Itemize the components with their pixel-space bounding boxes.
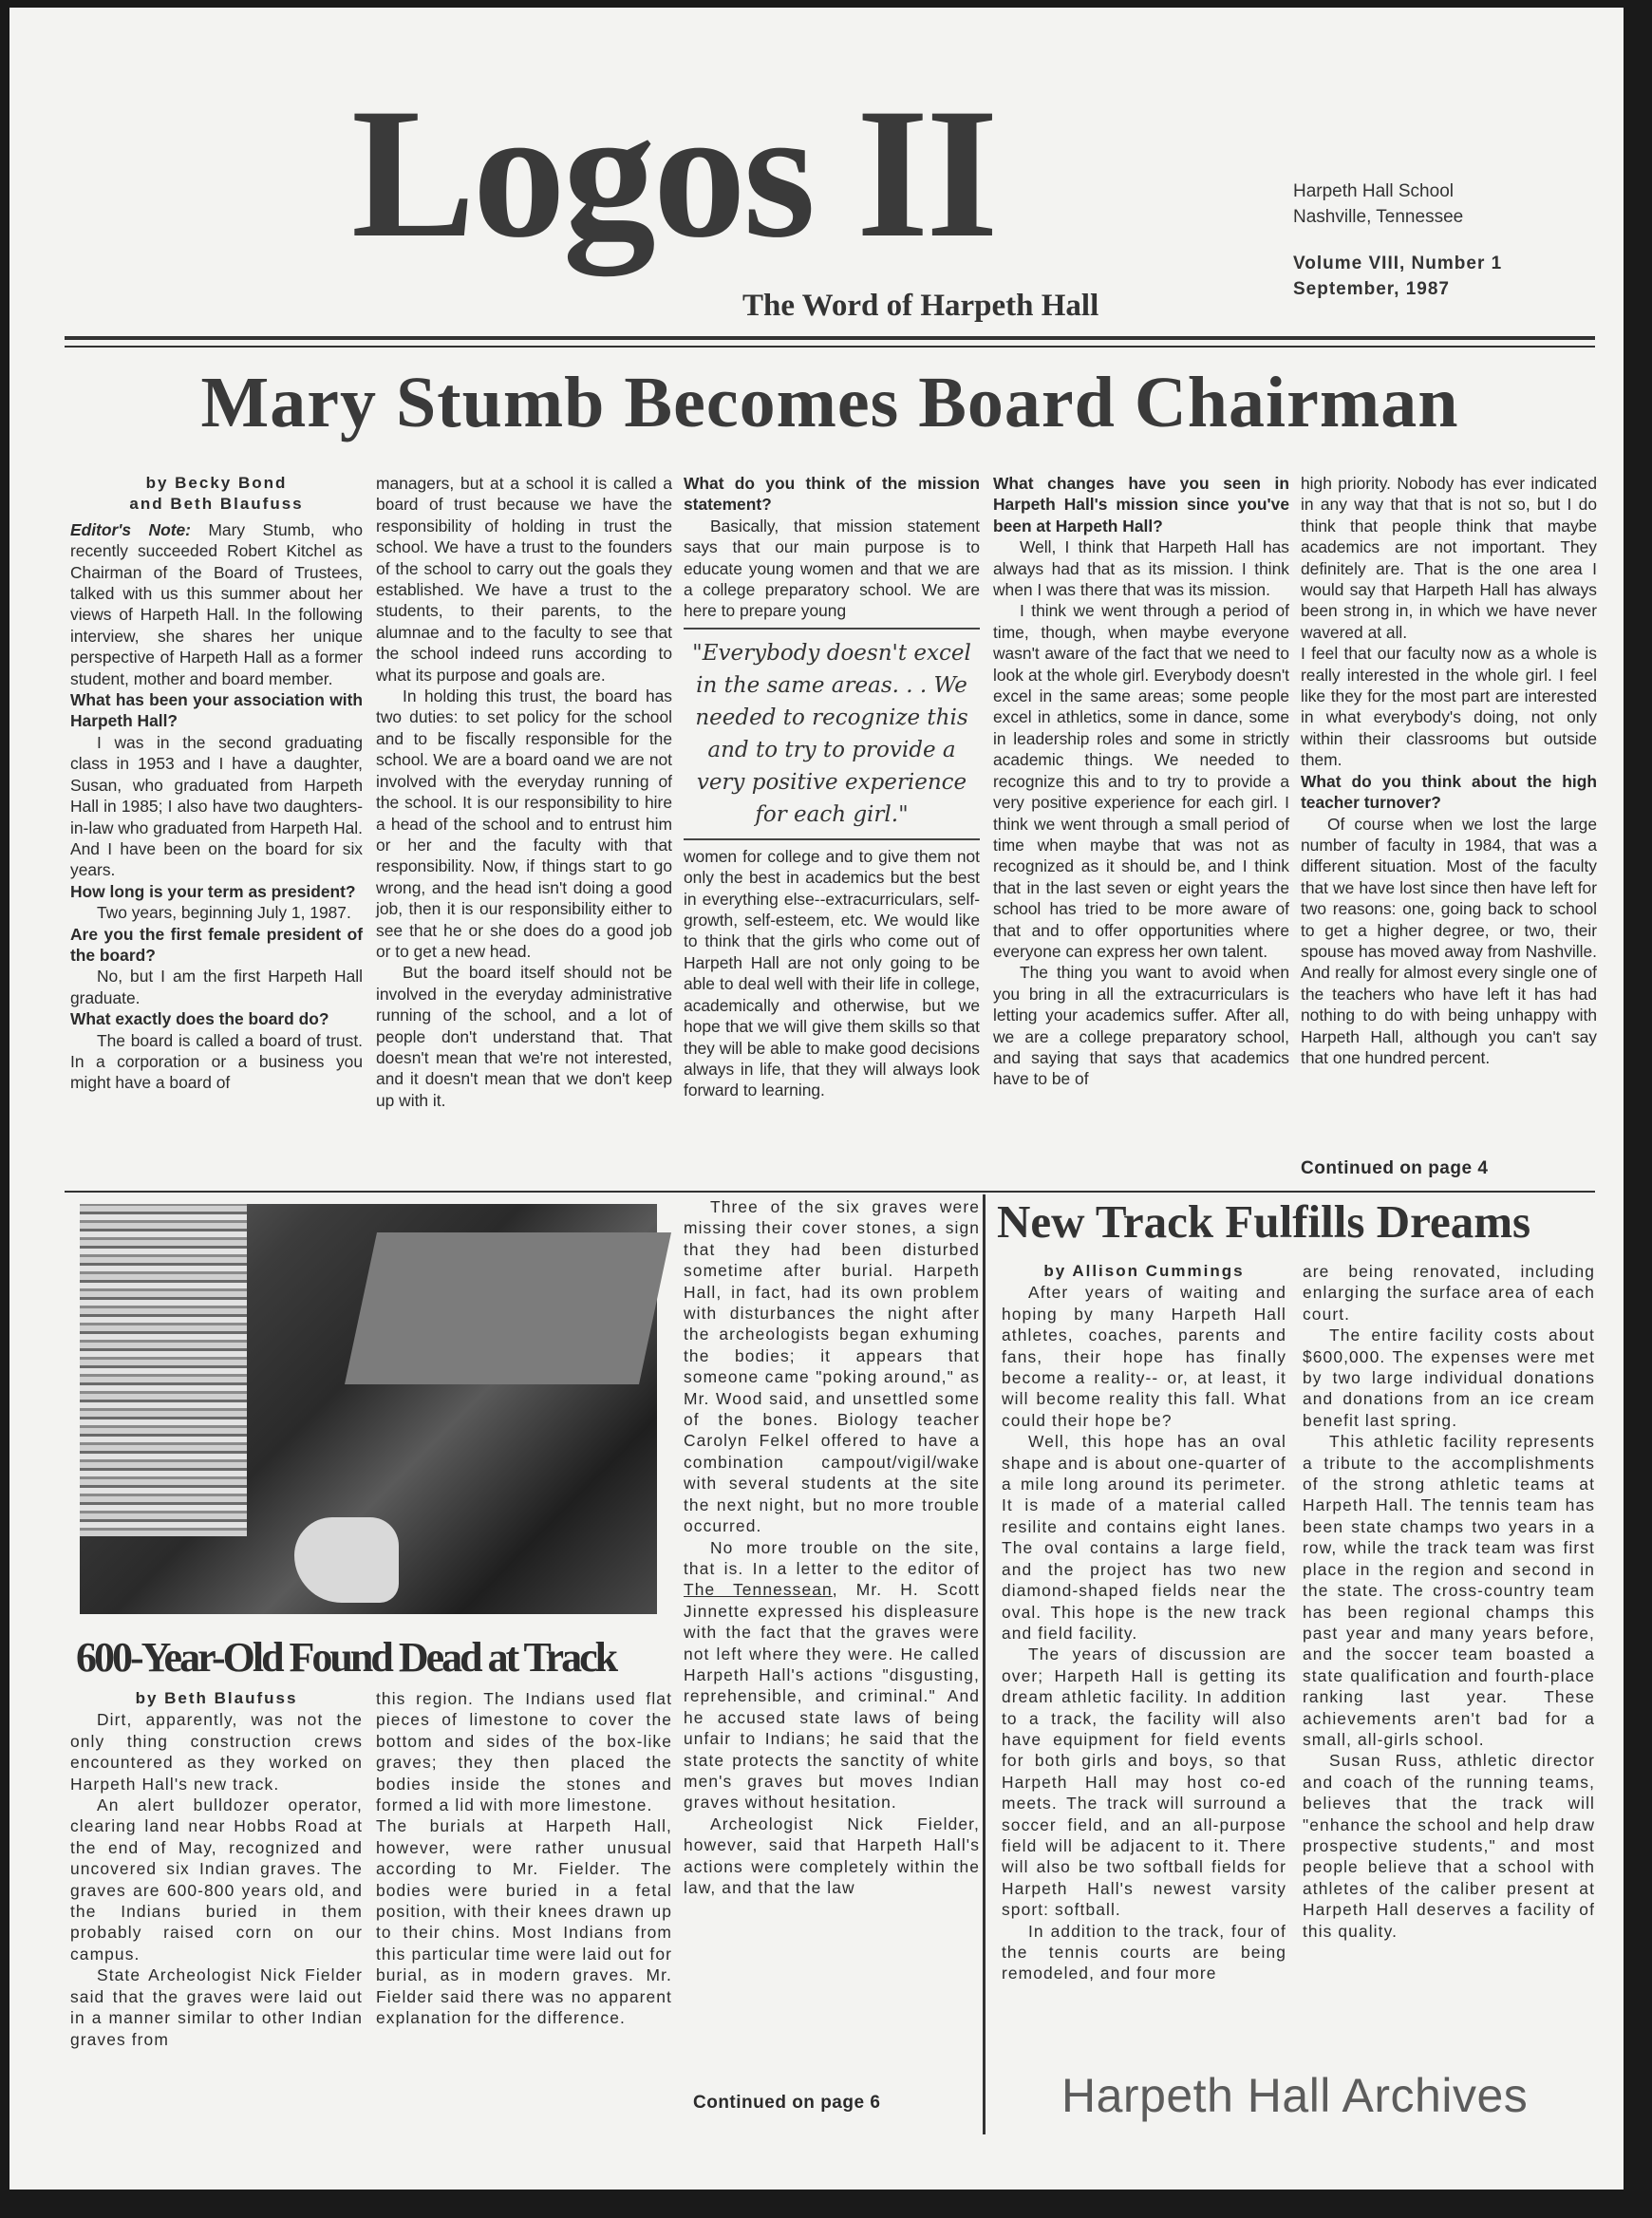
interview-answer: Basically, that mission statement says that our main purpose is to educate young women and that we are a college preparatory school. We are here to prepare young <box>684 516 980 621</box>
article-paragraph: The years of discussion are over; Harpeth Hall is getting its dream athletic facility. In addition to a track, the facility will also have equipment for field events for both girls and boys, so that Harpeth Hall may host co-ed meets. The track will surround a soccer field, and an all-purpose field will be adjacent to it. There will also be two softball fields for Harpeth Hall's newest varsity sport: softball. <box>1002 1645 1286 1920</box>
masthead-title: Logos II <box>351 70 996 276</box>
issue-info <box>1293 251 1502 302</box>
interview-question: What has been your association with Harpeth Hall? <box>70 690 363 731</box>
editors-note-label: Editor's Note: <box>70 519 191 539</box>
article-paragraph: this region. The Indians used flat pieces of limestone to cover the bottom and sides of the box-like graves; they then placed the bodies inside the stones and formed a lid with more limestone. <box>376 1689 672 1815</box>
article-paragraph: The entire facility costs about $600,000. The expenses were met by two large individual donations and donations from an ice cream benefit last spring. <box>1303 1325 1595 1430</box>
byline: by Becky Bond <box>145 474 288 492</box>
article-paragraph: high priority. Nobody has ever indicated in any way that that is not so, but I do think that people think that maybe academics are not important. They definitely are. That is the one area I would say that Harpeth Hall has always been strong in, in which we have never wavered at all. <box>1301 474 1597 642</box>
lead-column-1 <box>70 473 363 1094</box>
article-paragraph: are being renovated, including enlarging the surface area of each court. <box>1303 1262 1595 1324</box>
photo-rock-detail <box>345 1232 671 1384</box>
newspaper-page <box>9 8 1624 2190</box>
lead-column-3 <box>684 473 980 1101</box>
school-city: Nashville, Tennessee <box>1293 207 1464 227</box>
graves-column-1 <box>70 1688 363 2050</box>
lead-column-2 <box>376 473 672 1111</box>
school-info <box>1293 179 1463 230</box>
editors-note <box>70 519 363 689</box>
section-divider <box>65 1191 1595 1193</box>
interview-question: What do you think about the high teacher turnover? <box>1301 771 1597 813</box>
photo-sleeve-detail <box>80 1204 247 1536</box>
interview-answer: I was in the second graduating class in 1953 and I have a daughter, Susan, who graduated from Harpeth Hall in 1985; I also have two daughters-in-law who graduated from Harpeth Hal. And I have been on the board for six years. <box>70 732 363 880</box>
continued-notice: Continued on page 6 <box>693 2093 881 2113</box>
article-paragraph: The burials at Harpeth Hall, however, were rather unusual according to Mr. Fielder. The bodies were buried in a fetal position, with their knees drawn up to their chins. Most Indians from this particular time were laid out for burial, as in modern graves. Mr. Fielder said there was no apparent explanation for the difference. <box>376 1816 672 2028</box>
continued-notice: Continued on page 4 <box>1301 1158 1489 1178</box>
school-name: Harpeth Hall School <box>1293 181 1454 201</box>
interview-answer: Well, I think that Harpeth Hall has always had that as its mission. I think when I was there that was its mission. <box>993 537 1289 600</box>
article-paragraph: In addition to the track, four of the tennis courts are being remodeled, and four more <box>1002 1921 1286 1983</box>
interview-question: What changes have you seen in Harpeth Hall's mission since you've been at Harpeth Hall? <box>993 474 1289 536</box>
article-paragraph: managers, but at a school it is called a board of trust because we have the responsibility of holding in trust the school. We have a trust to the founders of the school to carry out the goals they established. We have a trust to the students, to their parents, to the alumnae and to the faculty to see that the school indeed runs according to what its purpose and goals are. <box>376 474 672 685</box>
article-paragraph: In holding this trust, the board has two duties: to set policy for the school and to be fiscally responsible for the school. We are a board oand we are not involved with the everyday running of the school. It is our responsibility to hire a head of the school and to entrust him or her and the faculty with that responsibility. Now, if things start to go wrong, and the head isn't doing a good job, then it is our responsibility either to see that he or she does do a good job or to get a new head. <box>376 686 672 961</box>
column-divider <box>983 1194 986 2134</box>
lead-headline: Mary Stumb Becomes Board Chairman <box>200 363 1459 442</box>
article-paragraph: This athletic facility represents a tribute to the accomplishments of the strong athletic teams at Harpeth Hall. The tennis team has been state champs two years in a row, while the track team was first place in the region and second in the state. The cross-country team has been regional champs this past year and many years before, and the soccer team boasted a state qualification and fourth-place ranking last year. These achievements aren't bad for a small, all-girls school. <box>1303 1432 1595 1749</box>
article-paragraph: But the board itself should not be involved in the everyday administrative running of the school, and a lot of people don't understand that. That doesn't mean that we're not interested, and it doesn't mean that we don't keep up with it. <box>376 963 672 1110</box>
graves-headline: 600-Year-Old Found Dead at Track <box>76 1634 616 1681</box>
volume-number: Volume VIII, Number 1 <box>1293 254 1503 273</box>
newspaper-name: The Tennessean <box>684 1580 833 1600</box>
issue-date: September, 1987 <box>1293 279 1450 299</box>
article-paragraph: I feel that our faculty now as a whole is really interested in the whole girl. I feel like they for the most part are interested in what everybody's doing, not only within their classrooms but outside them. <box>1301 644 1597 770</box>
article-paragraph: Dirt, apparently, was not the only thing construction crews encountered as they worked on Harpeth Hall's new track. <box>70 1710 363 1794</box>
interview-answer: The board is called a board of trust. In a corporation or a business you might have a board of <box>70 1030 363 1093</box>
interview-answer: Of course when we lost the large number of faculty in 1984, that was a different situation. Most of the faculty that we have lost since then have left for two reasons: one, going back to school to get a higher degree, or two, their spouse has moved away from Nashville. And really for almost every single one of the teachers who have left it has had nothing to do with being unhappy with Harpeth Hall, although you can't say that one hundred percent. <box>1301 814 1597 1067</box>
graves-column-2 <box>376 1688 672 2029</box>
article-paragraph: Susan Russ, athletic director and coach of the running teams, believes that the track will "enhance the school and help draw prospective students," and most people believe that a school with athletes of the caliber present at Harpeth Hall deserves a facility of this quality. <box>1303 1751 1595 1941</box>
byline: by Beth Blaufuss <box>135 1689 298 1707</box>
article-text: No more trouble on the site, that is. In a letter to the editor of <box>684 1537 980 1578</box>
track-column-2 <box>1303 1261 1595 1942</box>
article-paragraph <box>684 1537 980 1814</box>
article-paragraph: State Archeologist Nick Fielder said that the graves were laid out in a manner similar to other Indian graves from <box>70 1965 363 2049</box>
track-headline: New Track Fulfills Dreams <box>997 1195 1531 1248</box>
article-paragraph: After years of waiting and hoping by many Harpeth Hall athletes, coaches, parents and fans, their hope has finally become a reality-- or, at least, it will become reality this fall. What could their hope be? <box>1002 1283 1286 1430</box>
pull-quote: "Everybody doesn't excel in the same areas. . . We needed to recognize this and to try to provide a very positive experience for each girl." <box>684 628 980 840</box>
masthead-rule <box>65 336 1595 340</box>
article-paragraph: Archeologist Nick Fielder, however, said that Harpeth Hall's actions were completely within the law, and that the law <box>684 1814 980 1897</box>
article-paragraph: women for college and to give them not only the best in academics but the best in everything else--extracurriculars, self-growth, self-esteem, etc. We would like to think that the girls who come out of Harpeth Hall are not only going to be able to deal well with their life in college, academically and otherwise, but we hope that we will give them skills so that they will be able to make good decisions always in life, that they will always look forward to learning. <box>684 846 980 1100</box>
masthead-rule-thin <box>65 346 1595 348</box>
article-paragraph: Three of the six graves were missing their cover stones, a sign that they had been disturbed sometime after burial. Harpeth Hall, in fact, had its own problem with disturbances the night after the archeologists began exhuming the bodies; it appears that someone came "poking around," as Mr. Wood said, and unsettled some of the bones. Biology teacher Carolyn Felkel offered to have a combination campout/vigil/wake with several students at the site the next night, but no more trouble occurred. <box>684 1197 980 1536</box>
interview-answer: I think we went through a period of time, though, when maybe everyone wasn't aware of the fact that we need to look at the whole girl. Everybody doesn't excel in the same areas; some people excel in athletics, some in dance, some in leadership roles and some in strictly academic things. We needed to recognize this and to try to provide a very positive experience for each girl. I think we went through a small period of time when maybe that was not as recognized as it should be, and I think that in the last seven or eight years the school has tried to be more aware of that and to offer opportunities where everyone can express her own talent. <box>993 601 1289 961</box>
interview-question: What exactly does the board do? <box>70 1009 329 1029</box>
article-text: , Mr. H. Scott Jinnette expressed his displeasure with the fact that the graves were not left where they were. He called Harpeth Hall's actions "disgusting, reprehensible, and criminal." And he accused state laws of being unfair to Indians; he said that the state protects the sanctity of white men's graves but moves Indian graves without hesitation. <box>684 1580 980 1813</box>
interview-answer: No, but I am the first Harpeth Hall graduate. <box>70 967 363 1007</box>
article-paragraph: Well, this hope has an oval shape and is about one-quarter of a mile long around its perimeter. It is made of a material called resilite and contains eight lanes. The oval contains a large field, and the project has two new diamond-shaped fields near the oval. This hope is the new track and field facility. <box>1002 1432 1286 1643</box>
interview-question: How long is your term as president? <box>70 881 356 901</box>
interview-question: Are you the first female president of the board? <box>70 924 363 965</box>
article-paragraph: An alert bulldozer operator, clearing land near Hobbs Road at the end of May, recognized and uncovered six Indian graves. The graves are 600-800 years old, and the Indians buried in them probably raised corn on our campus. <box>70 1795 363 1964</box>
lead-column-4 <box>993 473 1289 1090</box>
track-column-1 <box>1002 1261 1286 1984</box>
interview-question: What do you think of the mission statement? <box>684 474 980 515</box>
editors-note-text: Mary Stumb, who recently succeeded Robert Kitchel as Chairman of the Board of Trustees, talked with us this summer about her views of Harpeth Hall. In the following interview, she shares her unique perspective of Harpeth Hall as a former student, mother and board member. <box>70 519 363 688</box>
byline: and Beth Blaufuss <box>129 495 304 514</box>
interview-answer: Two years, beginning July 1, 1987. <box>97 903 351 923</box>
byline: by Allison Cummings <box>1043 1262 1245 1280</box>
lead-column-5 <box>1301 473 1597 1068</box>
interview-answer: The thing you want to avoid when you bring in all the extracurriculars is letting your academics suffer. After all, we are a college preparatory school, and saying that says that academics have to be of <box>993 963 1289 1089</box>
photo-glove-detail <box>294 1517 399 1603</box>
graves-column-3 <box>684 1196 980 1898</box>
masthead-tagline: The Word of Harpeth Hall <box>742 289 1099 323</box>
archive-watermark: Harpeth Hall Archives <box>1061 2069 1529 2122</box>
